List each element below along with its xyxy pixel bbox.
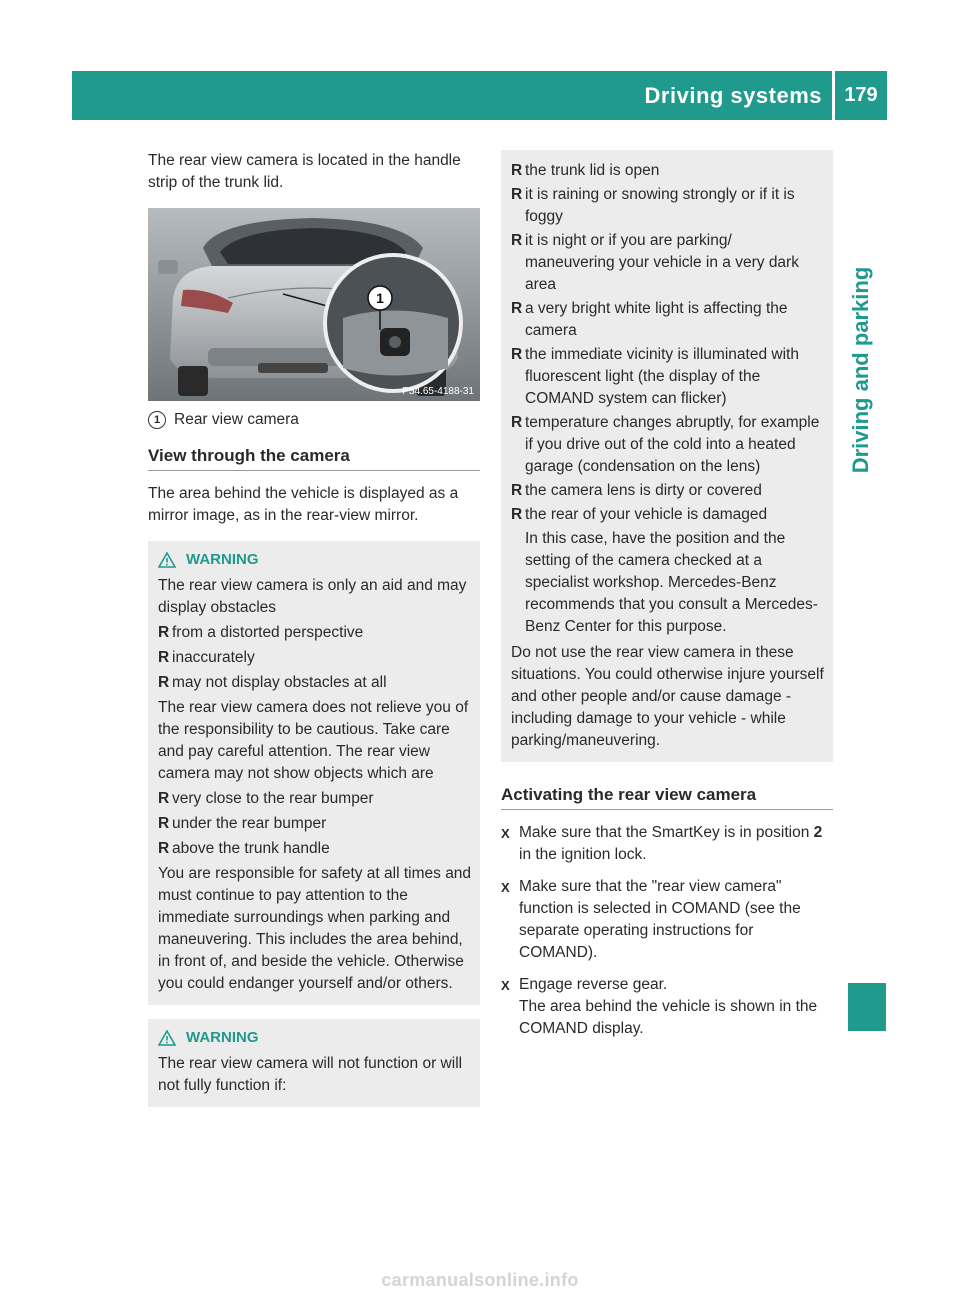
- callout-marker: 1: [148, 411, 166, 429]
- warning-label: WARNING: [186, 1029, 259, 1046]
- list-item: R above the trunk handle: [158, 840, 330, 857]
- list-item: R under the rear bumper: [158, 815, 327, 832]
- section-heading-activating: Activating the rear view camera: [501, 784, 833, 810]
- list-item: R very close to the rear bumper: [158, 790, 374, 807]
- warning-lead: The rear view camera is only an aid and may display obstacles: [158, 577, 467, 616]
- warning-lead: The rear view camera will not function or will not fully function if:: [158, 1055, 463, 1094]
- list-item: R it is raining or snowing strongly or if it is foggy: [511, 186, 795, 225]
- list-item: R the rear of your vehicle is damaged: [511, 506, 768, 523]
- car-rear-illustration: [148, 208, 480, 401]
- list-item: R a very bright white light is affecting the camera: [511, 300, 788, 339]
- list-item: R the camera lens is dirty or covered: [511, 482, 762, 499]
- list-item: R temperature changes abruptly, for example if you drive out of the cold into a heated garage (condensation on the lens): [511, 414, 820, 475]
- left-column: [148, 150, 480, 1107]
- warning-box-2: [148, 1019, 480, 1107]
- warning-title: [158, 1027, 472, 1049]
- list-item: R the immediate vicinity is illuminated with fluorescent light (the display of the COMAND system can flicker): [511, 346, 799, 407]
- list-item: R the trunk lid is open: [511, 162, 660, 179]
- intro-text: The rear view camera is located in the handle strip of the trunk lid.: [148, 152, 461, 191]
- step-item: X Engage reverse gear. The area behind the vehicle is shown in the COMAND display.: [501, 974, 833, 1040]
- list-item: R from a distorted perspective: [158, 624, 364, 641]
- list-item: R inaccurately: [158, 649, 255, 666]
- warning-triangle-icon: [158, 1030, 176, 1046]
- figure-code: P54.65-4188-31: [402, 386, 474, 397]
- step-marker-icon: X: [501, 978, 510, 993]
- caption-text: Rear view camera: [174, 411, 299, 428]
- figure-caption: [148, 409, 480, 431]
- damaged-note: In this case, have the position and the setting of the camera checked at a specialist workshop. Mercedes-Benz recommends that you consult a Mercedes-Benz Center for this purpose.: [525, 530, 818, 635]
- page-header: [72, 71, 887, 120]
- warning-closing: Do not use the rear view camera in these situations. You could otherwise injure yourself and other people and/or cause damage - including damage to your vehicle - while parking/maneuvering.: [511, 644, 824, 749]
- list-item: R may not display obstacles at all: [158, 674, 387, 691]
- warning-label: WARNING: [186, 551, 259, 568]
- step-result: The area behind the vehicle is shown in the COMAND display.: [519, 998, 818, 1037]
- warning-closing: You are responsible for safety at all times and must continue to pay attention to the immediate surroundings when parking and maneuvering. This includes the area behind, in front of, and beside the vehicle. Otherwise you could endanger yourself and/or others.: [158, 865, 472, 992]
- view-paragraph: The area behind the vehicle is displayed as a mirror image, as in the rear-view mirror.: [148, 485, 459, 524]
- step-marker-icon: X: [501, 880, 510, 895]
- warning-title: [158, 549, 472, 571]
- step-item: X Make sure that the "rear view camera" function is selected in COMAND (see the separate operating instructions for COMAND).: [501, 876, 833, 964]
- warning-triangle-icon: [158, 552, 176, 568]
- rear-camera-figure: [148, 208, 480, 401]
- page-number: 179: [844, 84, 878, 106]
- list-item: R it is night or if you are parking/ maneuvering your vehicle in a very dark area: [511, 232, 799, 293]
- section-title: Driving systems: [644, 82, 822, 108]
- warning-box-1: [148, 541, 480, 1005]
- right-column: [501, 150, 833, 1050]
- step-marker-icon: X: [501, 826, 510, 841]
- section-heading-view: View through the camera: [148, 445, 480, 471]
- watermark: carmanualsonline.info: [381, 1270, 579, 1290]
- warning-box-continued: [501, 150, 833, 762]
- warning-middle: The rear view camera does not relieve you of the responsibility to be cautious. Take care and pay careful attention. The rear view camera may not show objects which are: [158, 699, 469, 782]
- step-item: X Make sure that the SmartKey is in position 2 in the ignition lock.: [501, 822, 833, 866]
- chapter-tab-marker: [848, 983, 886, 1031]
- chapter-tab-label: Driving and parking: [848, 266, 873, 474]
- figure-callout-1: 1: [376, 290, 384, 306]
